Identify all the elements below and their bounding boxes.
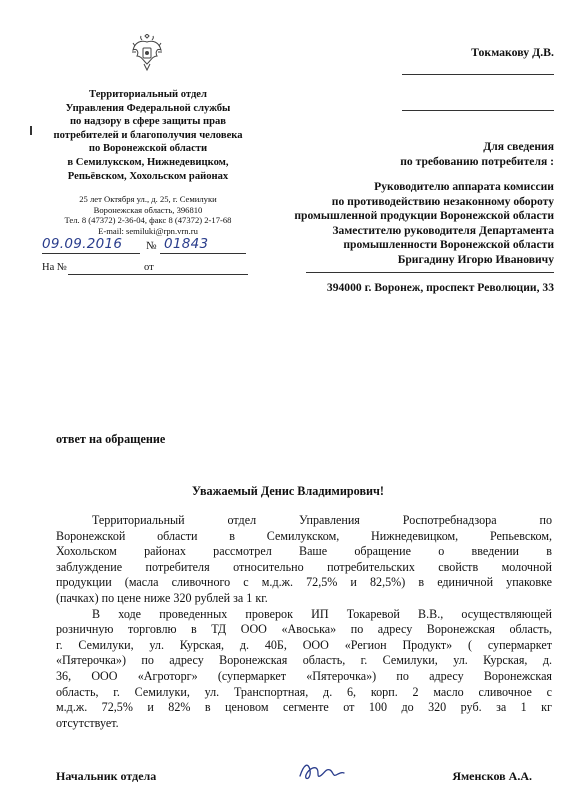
addressee-block [294, 180, 554, 268]
recipient-name: Токмакову Д.В. [471, 45, 554, 59]
body-line: отсутствует. [56, 715, 119, 730]
body-line: Хохольском районах рассмотрел Ваше обращение о введении в [56, 544, 552, 559]
contact-line: Воронежская область, 396810 [93, 204, 203, 215]
date-underline [42, 253, 140, 254]
addressee-address: 394000 г. Воронеж, проспект Революции, 33 [326, 281, 554, 294]
addressee-line: промышленности Воронежской области [343, 238, 554, 252]
sender-organization [30, 88, 266, 183]
signatory-position: Начальник отдела [56, 769, 157, 783]
margin-mark [30, 126, 32, 135]
recipient-underline-2 [402, 110, 554, 111]
body-line: заблуждение потребителя относительно потребительских свойств молочной [56, 559, 552, 574]
sender-line: по надзору в сфере защиты прав [69, 116, 227, 128]
number-label: № [146, 240, 157, 252]
outgoing-date: 09.09.2016 [42, 236, 123, 252]
body-line: Территориальный отдел Управления Роспотребнадзора по [92, 513, 552, 527]
body-line: м.д.ж. 72,5% и 82% в ценовом сегменте от 100 до 320 руб. за 1 кг [56, 700, 552, 715]
body-line: область, г. Семилуки, ул. Транспортная, д. 6, корп. 2 масло сливочное с [56, 684, 552, 699]
addressee-line: Бригадину Игорю Ивановичу [397, 252, 554, 266]
sender-contacts [30, 194, 266, 236]
recipient-underline [402, 74, 554, 75]
addressee-line: Руководителю аппарата комиссии [374, 180, 554, 193]
contact-line: Тел. 8 (47372) 2-36-04, факс 8 (47372) 2-17-68 [64, 215, 232, 226]
info-line: по требованию потребителя : [400, 154, 554, 168]
addressee-line: Заместителю руководителя Департамента [332, 223, 554, 237]
body-line: продукции (масла сливочного с м.д.ж. 72,5% и 82,5%) в единичной упаковке [56, 575, 552, 590]
document-title: ответ на обращение [56, 432, 166, 446]
body-line: В ходе проведенных проверок ИП Токаревой В.В., осуществляющей [92, 606, 552, 621]
contact-line: 25 лет Октября ул., д. 25, г. Семилуки [79, 194, 217, 204]
sender-line: Территориальный отдел [89, 89, 207, 100]
sender-line: в Семилукском, Нижнедевицком, [67, 156, 229, 168]
from-label: от [144, 262, 154, 273]
sender-line: по Воронежской области [88, 143, 208, 155]
sender-line: потребителей и благополучия человека [53, 129, 243, 141]
body-line: 36, ООО «Агроторг» (супермаркет «Пятерочка») по адресу Воронежская [56, 668, 552, 683]
info-line: Для сведения [483, 140, 554, 153]
sender-line: Управления Федеральной службы [65, 102, 231, 114]
signatory-name: Яменсков А.А. [452, 769, 532, 783]
contact-line: E-mail: semiluki@rpn.vrn.ru [98, 225, 198, 236]
info-note [400, 140, 554, 169]
body-line: Воронежской области в Семилукском, Нижнедевицком, Репьевском, [56, 528, 552, 543]
body-line: розничную торговлю в ТД ООО «Авоська» по адресу Воронежская область, [56, 622, 552, 637]
body-line: (пачках) по цене ниже 320 рублей за 1 кг. [56, 590, 268, 605]
sender-line: Репьёвском, Хохольском районах [67, 170, 229, 182]
addressee-line: по противодействию незаконному обороту [331, 194, 554, 208]
body-line: «Пятерочка») по адресу Воронежская область, г. Семилуки, ул. Курская, д. [56, 653, 552, 668]
addressee-line: промышленной продукции Воронежской области [294, 209, 554, 223]
number-underline [160, 253, 246, 254]
reference-line [42, 262, 262, 278]
letter-body [56, 513, 552, 731]
body-line: г. Семилуки, ул. Курская, д. 40Б, ООО «Регион Продукт» ( супермаркет [56, 637, 552, 652]
coat-of-arms-icon [131, 34, 163, 72]
greeting: Уважаемый Денис Владимирович! [192, 484, 384, 498]
address-divider [306, 272, 554, 273]
outgoing-number: 01843 [164, 236, 209, 252]
on-number-label: На № [42, 262, 67, 273]
from-underline [158, 274, 248, 275]
handwritten-signature [296, 756, 346, 784]
outgoing-date-number [42, 234, 262, 256]
